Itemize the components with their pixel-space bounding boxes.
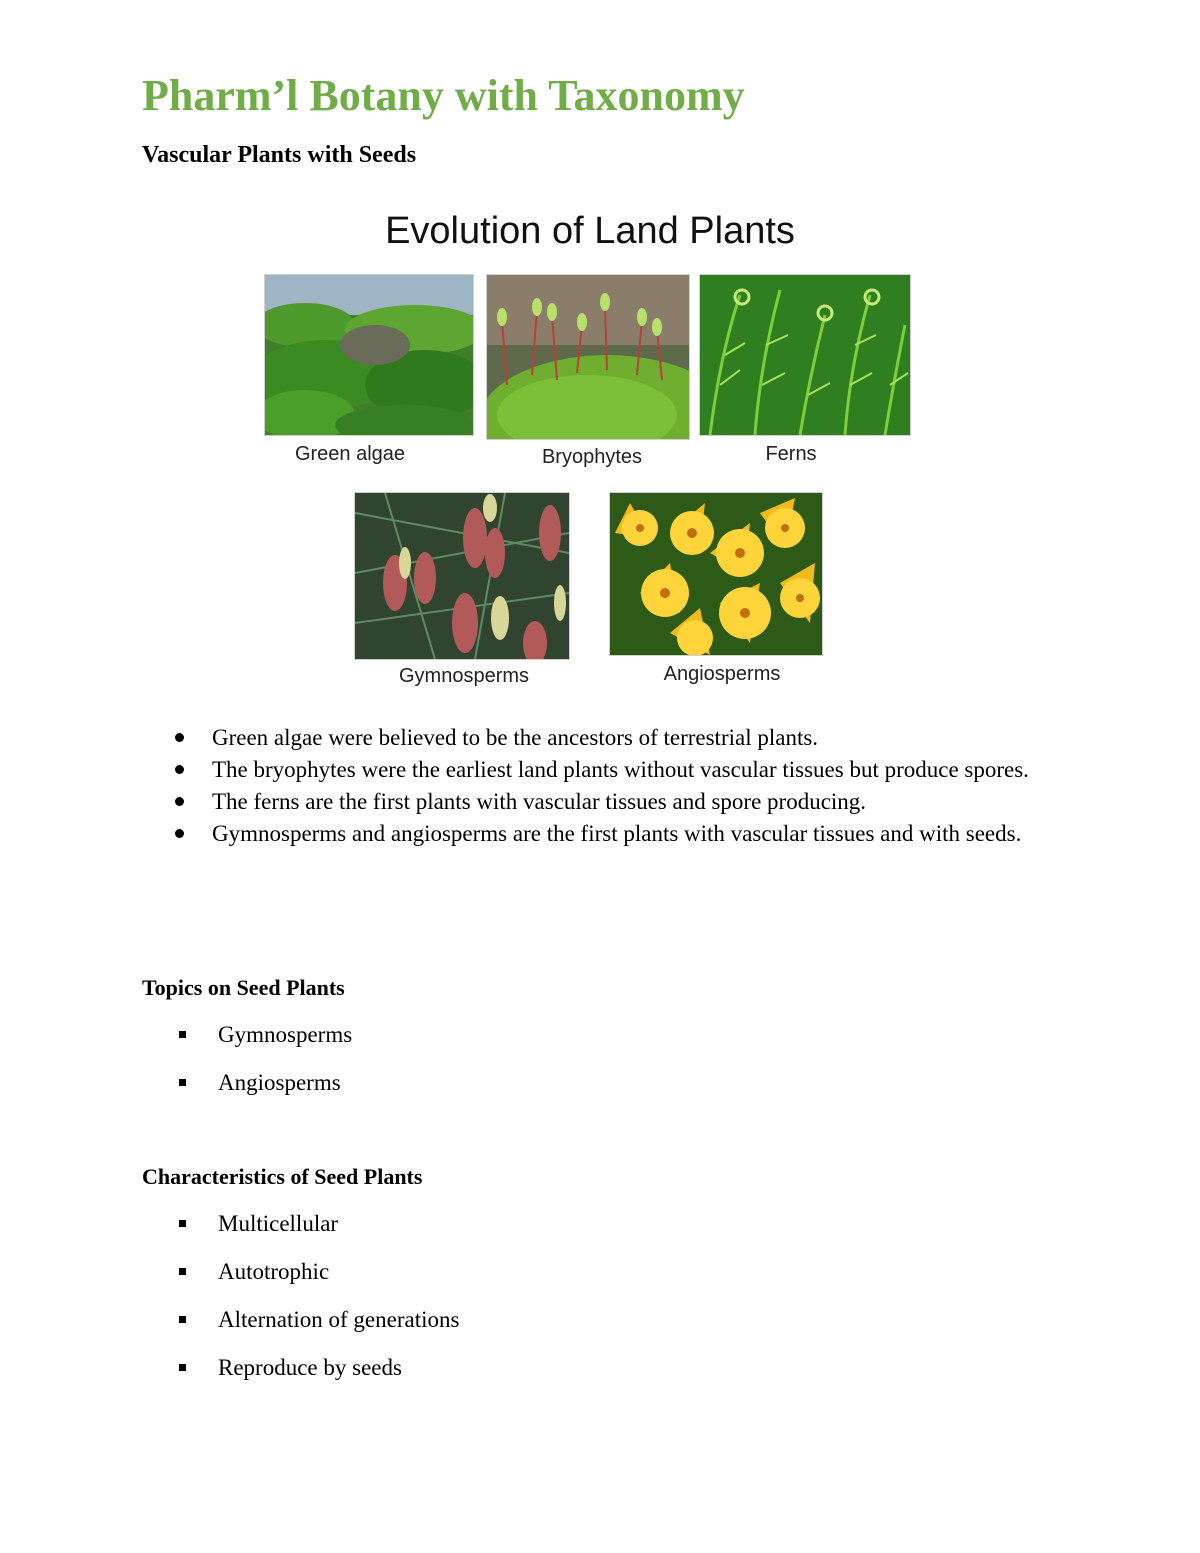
section-heading-topics: Topics on Seed Plants: [142, 975, 345, 1000]
square-bullet-icon: [179, 1220, 186, 1227]
section-heading-vascular-plants: Vascular Plants with Seeds: [142, 142, 417, 168]
list-item: The bryophytes were the earliest land plants without vascular tissues but produce spores.: [172, 754, 1052, 785]
green-algae-photo: [264, 274, 474, 436]
bullet-icon: [175, 797, 184, 806]
square-bullet-icon: [179, 1031, 186, 1038]
list-item: Autotrophic: [176, 1259, 459, 1307]
list-item: Green algae were believed to be the ancestors of terrestrial plants.: [172, 722, 1052, 753]
evolution-notes-list: [172, 722, 1052, 850]
topics-list: [176, 1022, 352, 1118]
evolution-figure: [250, 200, 930, 700]
angiosperms-photo: [609, 492, 823, 656]
bullet-icon: [175, 829, 184, 838]
gymnosperms-photo: [354, 492, 570, 660]
square-bullet-icon: [179, 1268, 186, 1275]
list-item: Reproduce by seeds: [176, 1355, 459, 1403]
square-bullet-icon: [179, 1079, 186, 1086]
section-heading-characteristics: Characteristics of Seed Plants: [142, 1164, 423, 1189]
square-bullet-icon: [179, 1364, 186, 1371]
bryophytes-photo: [486, 274, 690, 440]
list-item: Gymnosperms and angiosperms are the first plants with vascular tissues and with seeds.: [172, 818, 1052, 849]
ferns-photo: [699, 274, 911, 436]
caption-green-algae: Green algae: [294, 443, 406, 465]
list-item: Alternation of generations: [176, 1307, 459, 1355]
caption-bryophytes: Bryophytes: [541, 446, 643, 468]
list-item: Gymnosperms: [176, 1022, 352, 1070]
list-item: Multicellular: [176, 1211, 459, 1259]
page-title: Pharm’l Botany with Taxonomy: [142, 71, 745, 120]
caption-angiosperms: Angiosperms: [663, 663, 781, 685]
bullet-icon: [175, 733, 184, 742]
bullet-icon: [175, 765, 184, 774]
figure-title: Evolution of Land Plants: [385, 210, 795, 252]
square-bullet-icon: [179, 1316, 186, 1323]
list-item: The ferns are the first plants with vascular tissues and spore producing.: [172, 786, 1052, 817]
list-item: Angiosperms: [176, 1070, 352, 1118]
caption-ferns: Ferns: [765, 443, 817, 465]
caption-gymnosperms: Gymnosperms: [398, 665, 530, 687]
characteristics-list: [176, 1211, 459, 1403]
